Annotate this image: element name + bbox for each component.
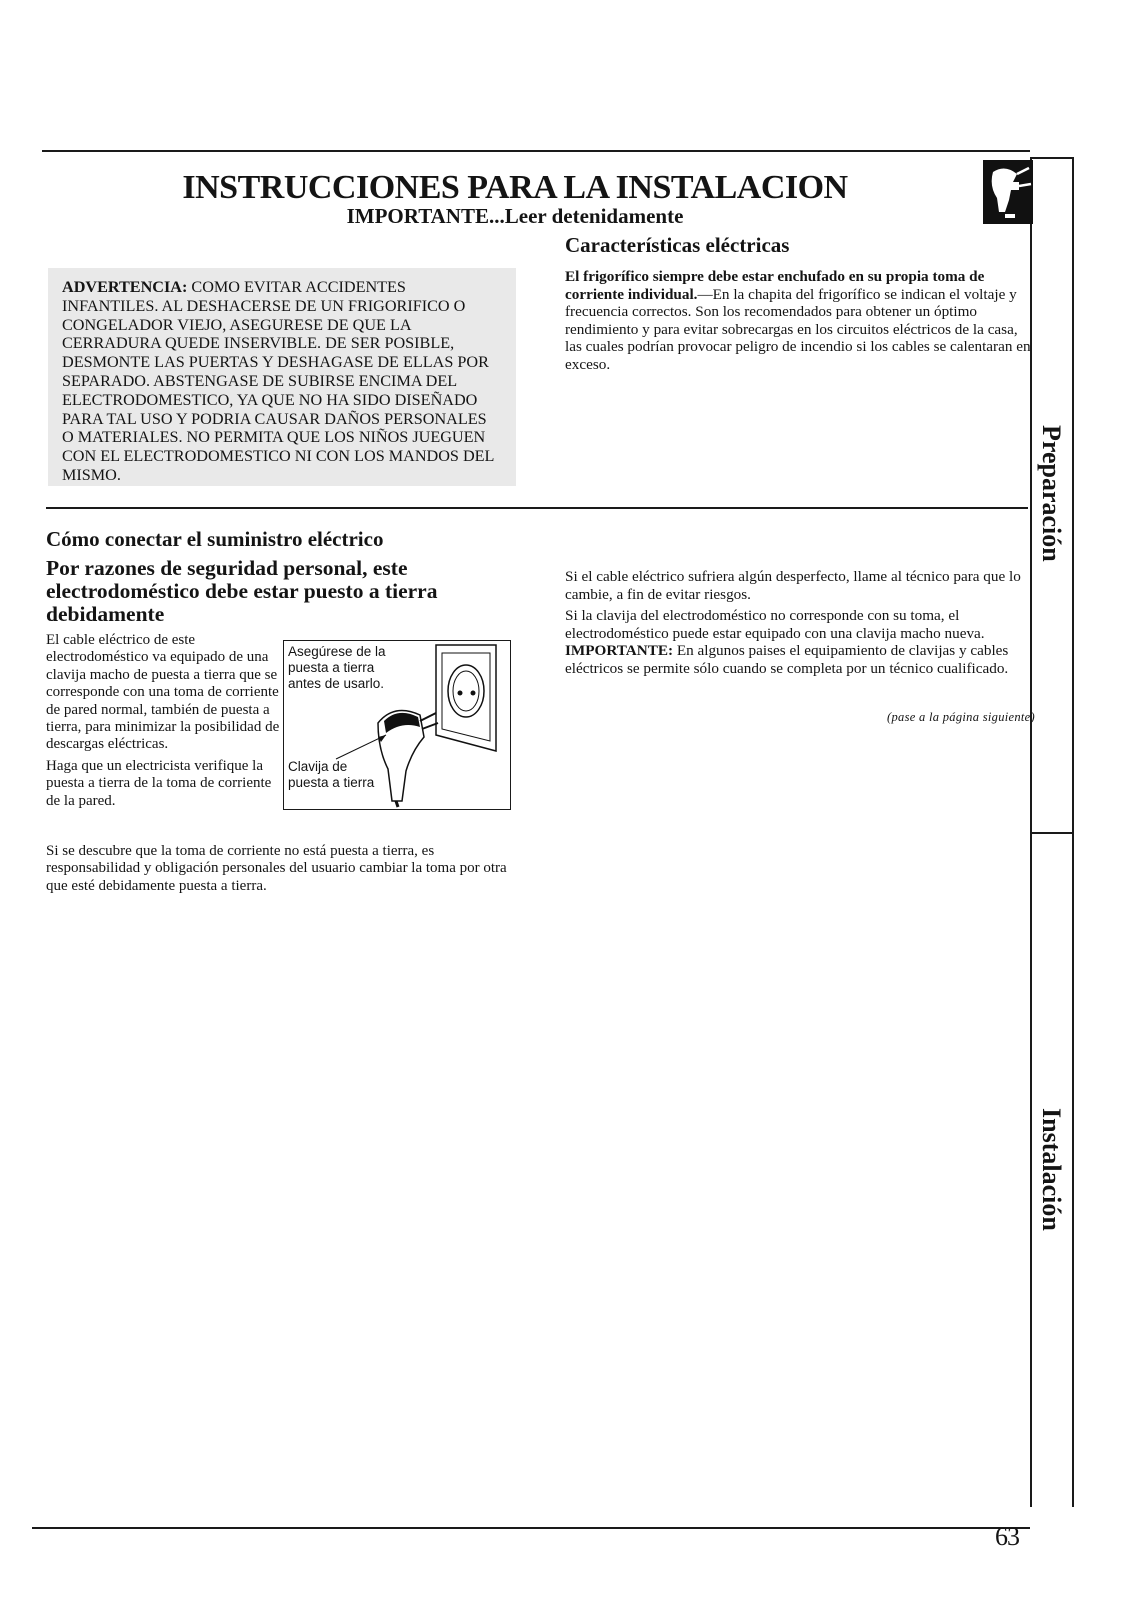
page-title: INSTRUCCIONES PARA LA INSTALACION (182, 169, 848, 206)
connect-para-2: Haga que un electricista verifique la puesta a tierra de la toma de corriente de la pared. (46, 757, 272, 809)
continue-note: (pase a la página siguiente) (887, 710, 1035, 724)
grounding-figure (283, 640, 511, 810)
top-rule (42, 150, 1030, 152)
tab-preparation: Preparación (1037, 425, 1066, 562)
tab-frame-top (1030, 157, 1073, 159)
section-rule (46, 507, 1028, 509)
connect-para-1: El cable eléctrico de este electrodoméstico va equipado de una clavija macho de puesta a tierra que se corresponde con una toma de corriente de pared normal, también de puesta a tierra, para minimizar la posibilidad de descargas eléctricas. (46, 632, 280, 753)
connect-para-3: Si se descubre que la toma de corriente no está puesta a tierra, es responsabilidad y obligación personales del usuario cambiar la toma por otra que esté debidamente puesta a tierra. (46, 843, 507, 894)
plug-outlet-illustration (284, 641, 509, 808)
page-subtitle: IMPORTANTE...Leer detenidamente (346, 204, 684, 228)
connect-text-block (46, 632, 286, 814)
warning-box (48, 268, 516, 486)
warning-text: COMO EVITAR ACCIDENTES INFANTILES. AL DESHACERSE DE UN FRIGORIFICO O CONGELADOR VIEJO, ASEGURESE DE QUE LA CERRADURA QUEDE INSERVIBLE. DE SER POSIBLE, DESMONTE LAS PUERTAS Y DESHAGASE DE ELLAS POR SEPARADO. ABSTENGASE DE SUBIRSE ENCIMA DEL ELECTRODOMESTICO, YA QUE NO HA SIDO DISEÑADO PARA TAL USO Y PODRIA CAUSAR DAÑOS PERSONALES O MATERIALES. NO PERMITA QUE LOS NIÑOS JUEGUEN CON EL ELECTRODOMESTICO NI CON LOS MANDOS DEL MISMO. (62, 278, 494, 484)
plug-mismatch-para (565, 607, 1035, 677)
electrical-paragraph (565, 268, 1035, 374)
important-text: En algunos paises el equipamiento de clavijas y cables eléctricos se permite sólo cuando se completa por un técnico cualificado. (565, 642, 1009, 677)
figure-caption-bottom: Clavija de puesta a tierra (288, 759, 375, 790)
tab-frame-divider (1030, 832, 1073, 834)
plug-mismatch-text: Si la clavija del electrodoméstico no corresponde con su toma, el electrodoméstico puede estar equipado con una clavija macho nueva. (565, 607, 985, 642)
electrical-bold-lead: El frigorífico siempre debe estar enchufado en su propia toma de corriente individual. (565, 268, 985, 303)
warning-lead: ADVERTENCIA: (62, 278, 188, 296)
page-number: 63 (995, 1522, 1019, 1551)
electrical-heading: Características eléctricas (565, 233, 790, 257)
tab-installation: Instalación (1037, 1108, 1066, 1231)
electrical-text: —En la chapita del frigorífico se indican el voltaje y frecuencia correctos. Son los recomendados para obtener un óptimo rendimiento y para evitar sobrecargas en los circuitos eléctricos de la casa, las cuales podrían provocar peligro de incendio si los cables se calentaran en exceso. (565, 285, 1031, 373)
connect-heading: Cómo conectar el suministro eléctrico (46, 527, 384, 551)
safety-heading: Por razones de seguridad personal, este electrodoméstico debe estar puesto a tierra debidamente (46, 556, 438, 626)
cable-damage-para: Si el cable eléctrico sufriera algún desperfecto, llame al técnico para que lo cambie, a fin de evitar riesgos. (565, 568, 1021, 603)
plug-icon (983, 160, 1033, 224)
bottom-rule (32, 1527, 1030, 1529)
figure-caption-top: Asegúrese de la puesta a tierra antes de usarlo. (288, 644, 386, 691)
right-column-text (565, 568, 1035, 682)
important-label: IMPORTANTE: (565, 642, 674, 660)
